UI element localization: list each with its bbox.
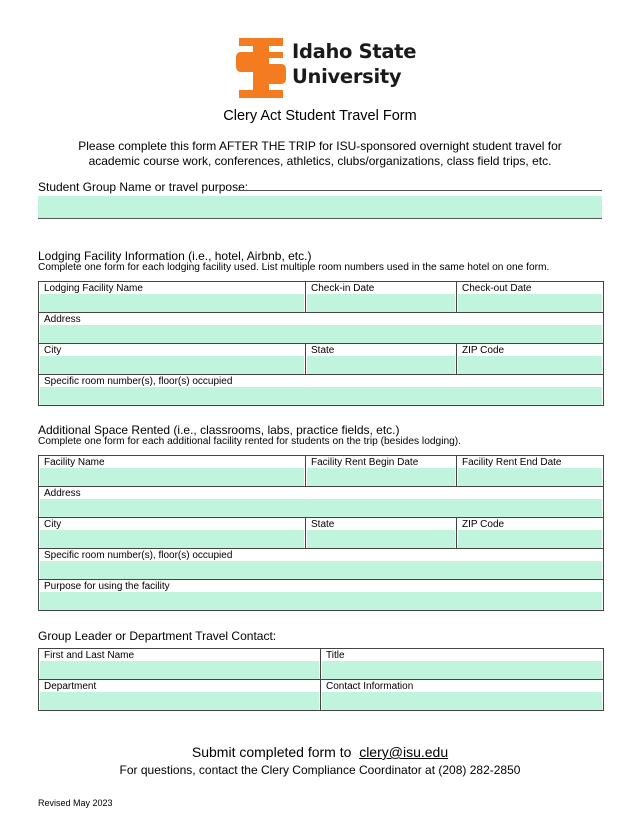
rent-begin-label: Facility Rent Begin Date bbox=[311, 457, 419, 468]
lodging-rooms-field[interactable] bbox=[40, 387, 602, 405]
additional-address-field[interactable] bbox=[40, 499, 602, 517]
check-in-field[interactable] bbox=[307, 294, 455, 312]
isu-logo-icon bbox=[236, 38, 286, 98]
logo-wordmark-line1: Idaho State bbox=[292, 40, 417, 63]
lodging-facility-name-label: Lodging Facility Name bbox=[44, 283, 143, 294]
rent-end-label: Facility Rent End Date bbox=[462, 457, 562, 468]
lodging-zip-cell bbox=[457, 344, 604, 375]
revised-date: Revised May 2023 bbox=[38, 798, 113, 808]
student-group-underline bbox=[238, 190, 602, 191]
submit-instruction bbox=[0, 744, 640, 760]
contact-info-field[interactable] bbox=[322, 692, 602, 710]
questions-text: For questions, contact the Clery Compliance Coordinator at (208) 282-2850 bbox=[119, 763, 521, 777]
facility-name-label: Facility Name bbox=[44, 457, 105, 468]
department-field[interactable] bbox=[40, 692, 319, 710]
lodging-table bbox=[38, 281, 604, 406]
check-in-label: Check-in Date bbox=[311, 283, 375, 294]
additional-table bbox=[38, 455, 604, 611]
form-title: Clery Act Student Travel Form bbox=[223, 108, 417, 124]
department-cell bbox=[39, 680, 321, 711]
additional-zip-label: ZIP Code bbox=[462, 519, 505, 530]
lodging-zip-label: ZIP Code bbox=[462, 345, 505, 356]
facility-name-field[interactable] bbox=[40, 468, 304, 486]
rent-end-field[interactable] bbox=[458, 468, 602, 486]
name-field[interactable] bbox=[40, 661, 319, 679]
name-cell bbox=[39, 649, 321, 680]
rent-begin-field[interactable] bbox=[307, 468, 455, 486]
contact-info-label: Contact Information bbox=[326, 681, 414, 692]
additional-zip-field[interactable] bbox=[458, 530, 602, 548]
intro-line-2: academic course work, conferences, athletics, clubs/organizations, class field trips, etc. bbox=[88, 154, 552, 168]
lodging-zip-field[interactable] bbox=[458, 356, 602, 374]
lodging-facility-name-field[interactable] bbox=[40, 294, 304, 312]
additional-rooms-field[interactable] bbox=[40, 561, 602, 579]
additional-state-label: State bbox=[311, 519, 335, 530]
isu-logo bbox=[236, 38, 417, 98]
lodging-section-title: Lodging Facility Information (i.e., hotel, Airbnb, etc.) bbox=[38, 249, 312, 263]
additional-section-title: Additional Space Rented (i.e., classrooms, labs, practice fields, etc.) bbox=[38, 423, 400, 437]
lodging-city-label: City bbox=[44, 345, 62, 356]
purpose-field[interactable] bbox=[40, 592, 602, 610]
rent-end-cell bbox=[457, 456, 604, 487]
lodging-address-field[interactable] bbox=[40, 325, 602, 343]
additional-zip-cell bbox=[457, 518, 604, 549]
additional-rooms-cell bbox=[39, 549, 604, 580]
additional-city-field[interactable] bbox=[40, 530, 304, 548]
purpose-label: Purpose for using the facility bbox=[44, 581, 170, 592]
lodging-section-subtitle: Complete one form for each lodging facility used. List multiple room numbers used in the same hotel on one form. bbox=[38, 262, 550, 273]
email-link[interactable]: clery@isu.edu bbox=[359, 744, 449, 760]
additional-rooms-label: Specific room number(s), floor(s) occupied bbox=[44, 550, 233, 561]
additional-address-label: Address bbox=[44, 488, 81, 499]
additional-city-cell bbox=[39, 518, 306, 549]
check-in-cell bbox=[306, 282, 457, 313]
lodging-address-label: Address bbox=[44, 314, 81, 325]
lodging-city-cell bbox=[39, 344, 306, 375]
purpose-cell bbox=[39, 580, 604, 611]
intro-text bbox=[60, 139, 580, 169]
name-label: First and Last Name bbox=[44, 650, 135, 661]
title-field[interactable] bbox=[322, 661, 602, 679]
student-group-label: Student Group Name or travel purpose: bbox=[38, 180, 249, 194]
intro-line-1: Please complete this form AFTER THE TRIP for ISU-sponsored overnight student travel for bbox=[78, 139, 562, 153]
additional-address-cell bbox=[39, 487, 604, 518]
additional-city-label: City bbox=[44, 519, 62, 530]
additional-state-cell bbox=[306, 518, 457, 549]
contact-info-cell bbox=[321, 680, 604, 711]
title-label: Title bbox=[326, 650, 345, 661]
lodging-state-label: State bbox=[311, 345, 335, 356]
lodging-rooms-label: Specific room number(s), floor(s) occupied bbox=[44, 376, 233, 387]
facility-name-cell bbox=[39, 456, 306, 487]
check-out-field[interactable] bbox=[458, 294, 602, 312]
department-label: Department bbox=[44, 681, 97, 692]
lodging-city-field[interactable] bbox=[40, 356, 304, 374]
rent-begin-cell bbox=[306, 456, 457, 487]
additional-state-field[interactable] bbox=[307, 530, 455, 548]
check-out-label: Check-out Date bbox=[462, 283, 532, 294]
contact-table bbox=[38, 648, 604, 711]
lodging-state-cell bbox=[306, 344, 457, 375]
student-group-field[interactable] bbox=[38, 196, 602, 219]
title-cell bbox=[321, 649, 604, 680]
additional-section-subtitle: Complete one form for each additional facility rented for students on the trip (besides lodging). bbox=[38, 436, 462, 447]
check-out-cell bbox=[457, 282, 604, 313]
submit-text: Submit completed form to bbox=[191, 744, 352, 760]
contact-section-title: Group Leader or Department Travel Contact: bbox=[38, 629, 277, 643]
lodging-address-cell bbox=[39, 313, 604, 344]
lodging-facility-name-cell bbox=[39, 282, 306, 313]
logo-wordmark-line2: University bbox=[292, 65, 402, 88]
lodging-state-field[interactable] bbox=[307, 356, 455, 374]
lodging-rooms-cell bbox=[39, 375, 604, 406]
